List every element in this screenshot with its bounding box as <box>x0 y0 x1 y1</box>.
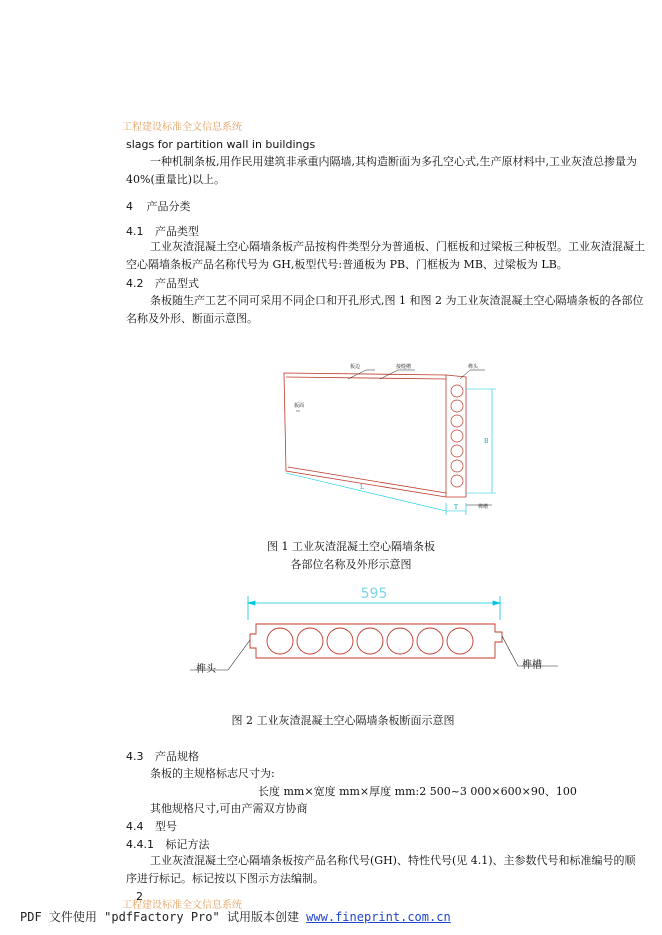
section-title: 产品类型 <box>155 225 199 238</box>
section-number: 4.2 <box>126 277 144 290</box>
label-mortise: 榫槽 <box>478 504 489 510</box>
section-4-4-1-text: 工业灰渣混凝土空心隔墙条板按产品名称代号(GH)、特性代号(见 4.1)、主参数代号和标准编号的顺序进行标记。标记按以下图示方法编制。 <box>126 854 636 885</box>
figure-1-drawing <box>270 355 510 525</box>
figure-2-caption: 图 2 工业灰渣混凝土空心隔墙条板断面示意图 <box>231 714 455 727</box>
figure-1-caption-line1: 图 1 工业灰渣混凝土空心隔墙条板 <box>267 540 435 553</box>
width-label: 595 <box>360 586 388 602</box>
section-number: 4.1 <box>126 225 144 238</box>
figure-1-caption-line2: 各部位名称及外形示意图 <box>290 558 412 571</box>
section-4-1-text: 工业灰渣混凝土空心隔墙条板产品按构件类型分为普通板、门框板和过梁板三种板型。工业灰渣混凝土空心隔墙条板产品名称代号为 GH,板型代号:普通板为 PB、门框板为 MB、过梁板为 LB。 <box>126 240 645 271</box>
section-4-3-line2: 长度 mm×宽度 mm×厚度 mm:2 500~3 000×600×90、100 <box>258 785 577 798</box>
footer-link[interactable]: www.fineprint.com.cn <box>306 910 451 924</box>
watermark-top: 工程建设标准全文信息系统 <box>122 122 242 133</box>
section-title: 型号 <box>155 820 177 833</box>
panel-outline <box>284 373 466 497</box>
section-4-3-heading <box>126 748 199 764</box>
pdf-footer <box>20 908 451 925</box>
section-number: 4 <box>126 200 133 213</box>
label-edge: 板边 <box>350 364 361 370</box>
section-4-2-heading <box>126 275 199 291</box>
label-joint-groove: 接缝槽 <box>396 364 412 370</box>
section-number: 4.4.1 <box>126 838 154 851</box>
section-title: 产品分类 <box>146 200 191 213</box>
section-4-1-heading <box>126 223 199 239</box>
label-tenon-section: 榫头 <box>196 664 216 675</box>
label-dim-l: L <box>360 484 364 491</box>
panel-holes <box>451 385 463 487</box>
label-face: 板面 <box>294 403 305 409</box>
section-4-4-heading <box>126 818 177 834</box>
watermark-bottom: 工程建设标准全文信息系统 <box>122 900 242 911</box>
footer-text: PDF 文件使用 "pdfFactory Pro" 试用版本创建 <box>20 910 307 924</box>
section-4-heading <box>126 198 191 214</box>
section-4-3-line1: 条板的主规格标志尺寸为: <box>150 767 275 780</box>
dimension-lines <box>286 389 496 515</box>
label-tenon: 榫头 <box>468 364 479 370</box>
panel-cross-section <box>250 624 502 658</box>
figure-2-drawing <box>180 580 560 680</box>
section-title: 产品型式 <box>155 277 199 290</box>
section-number: 4.3 <box>126 750 144 763</box>
page-number: 2 <box>136 890 143 903</box>
section-4-3-line3: 其他规格尺寸,可由产需双方协商 <box>150 802 308 815</box>
section-title: 产品规格 <box>155 750 199 763</box>
intro-paragraph: 一种机制条板,用作民用建筑非承重内隔墙,其构造断面为多孔空心式,生产原材料中,工业灰渣总掺量为 40%(重量比)以上。 <box>126 155 637 186</box>
section-number: 4.4 <box>126 820 144 833</box>
section-4-2-text: 条板随生产工艺不同可采用不同企口和开孔形式,图 1 和图 2 为工业灰渣混凝土空心隔墙条板的各部位名称及外形、断面示意图。 <box>126 294 644 325</box>
label-mortise-section: 榫槽 <box>522 660 542 671</box>
english-title: slags for partition wall in buildings <box>126 138 316 151</box>
section-4-4-1-heading <box>126 836 210 852</box>
label-dim-t: T <box>454 504 459 511</box>
section-title: 标记方法 <box>165 838 210 851</box>
label-dim-h: B <box>484 438 489 445</box>
